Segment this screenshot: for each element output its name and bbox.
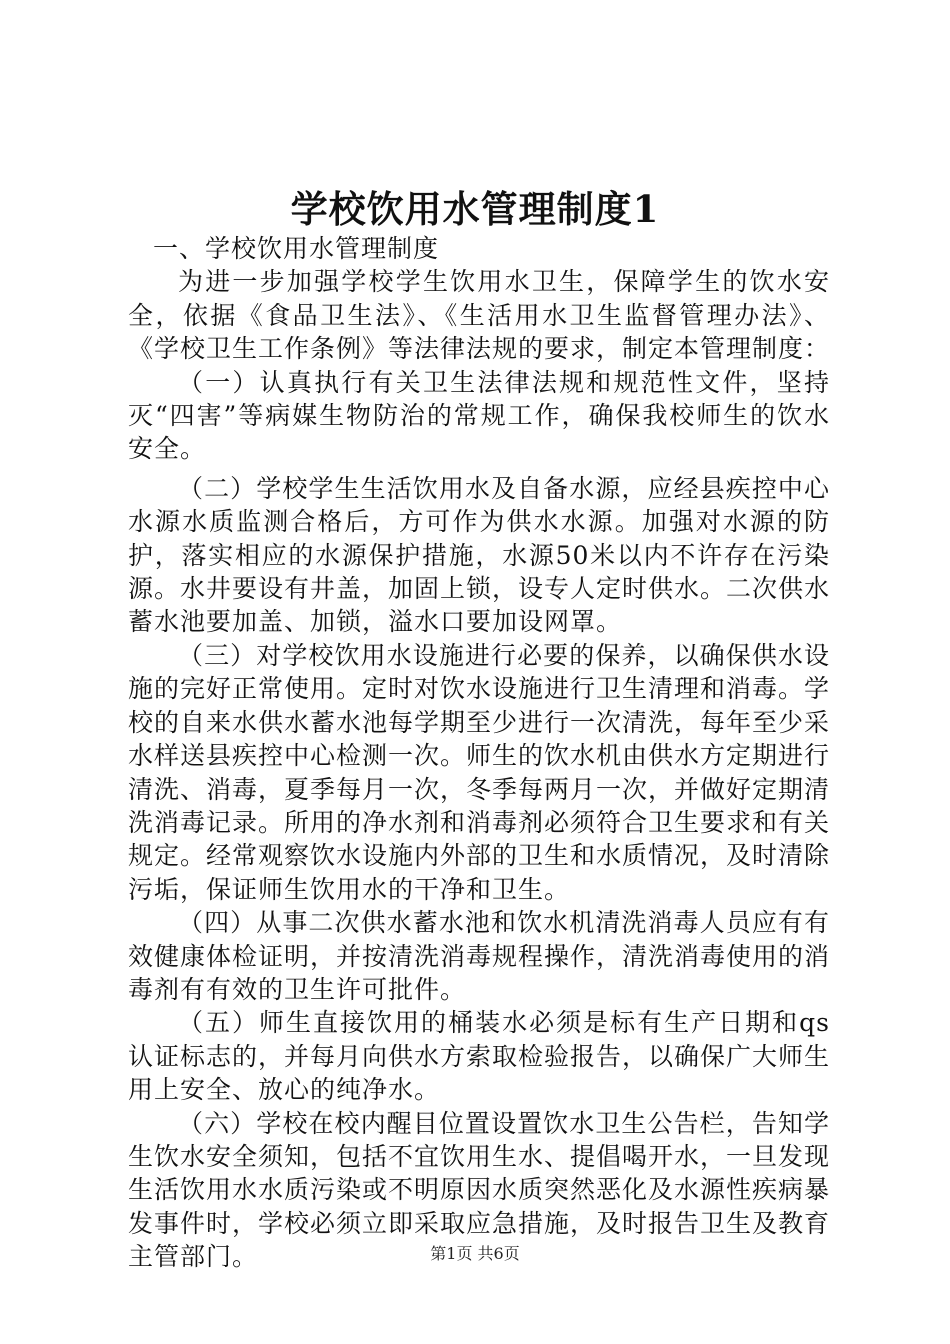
item-paragraph-3: （三）对学校饮用水设施进行必要的保养，以确保供水设施的完好正常使用。定时对饮水设施进行卫生清理和消毒。学校的自来水供水蓄水池每学期至少进行一次清洗，每年至少采水样送县疾控中心检测一次。师生的饮水机由供水方定期进行清洗、消毒，夏季每月一次，冬季每两月一次，并做好定期清洗消毒记录。所用的净水剂和消毒剂必须符合卫生要求和有关规定。经常观察饮水设施内外部的卫生和水质情况，及时清除污垢，保证师生饮用水的干净和卫生。 (128, 640, 831, 904)
intro-paragraph: 为进一步加强学校学生饮用水卫生，保障学生的饮水安全，依据《食品卫生法》、《生活用水卫生监督管理办法》、《学校卫生工作条例》等法律法规的要求，制定本管理制度： (128, 267, 831, 364)
item-paragraph-1: （一）认真执行有关卫生法律法规和规范性文件，坚持灭“四害”等病媒生物防治的常规工作，确保我校师生的饮水安全。 (128, 367, 830, 464)
item-paragraph-6: （六）学校在校内醒目位置设置饮水卫生公告栏，告知学生饮水安全须知，包括不宜饮用生水、提倡喝开水，一旦发现生活饮用水水质污染或不明原因水质突然恶化及水源性疾病暴发事件时，学校必须立即采取应急措施，及时报告卫生及教育主管部门。 (128, 1108, 831, 1272)
document-body (128, 232, 830, 1274)
item-paragraph-2: （二）学校学生生活饮用水及自备水源，应经县疾控中心水源水质监测合格后，方可作为供水水源。加强对水源的防护，落实相应的水源保护措施，水源50米以内不许存在污染源。水井要设有井盖，加固上锁，设专人定时供水。二次供水蓄水池要加盖、加锁，溢水口要加设网罩。 (128, 473, 831, 637)
section-heading: 一、学校饮用水管理制度 (153, 234, 440, 263)
item-paragraph-4: （四）从事二次供水蓄水池和饮水机清洗消毒人员应有有效健康体检证明，并按清洗消毒规程操作，清洗消毒使用的消毒剂有有效的卫生许可批件。 (128, 908, 831, 1004)
document-title: 学校饮用水管理制度1 (290, 187, 660, 231)
page-footer: 第1页 共6页 (430, 1244, 520, 1263)
item-paragraph-5: （五）师生直接饮用的桶装水必须是标有生产日期和qs认证标志的，并每月向供水方索取检验报告，以确保广大师生用上安全、放心的纯净水。 (128, 1008, 831, 1105)
